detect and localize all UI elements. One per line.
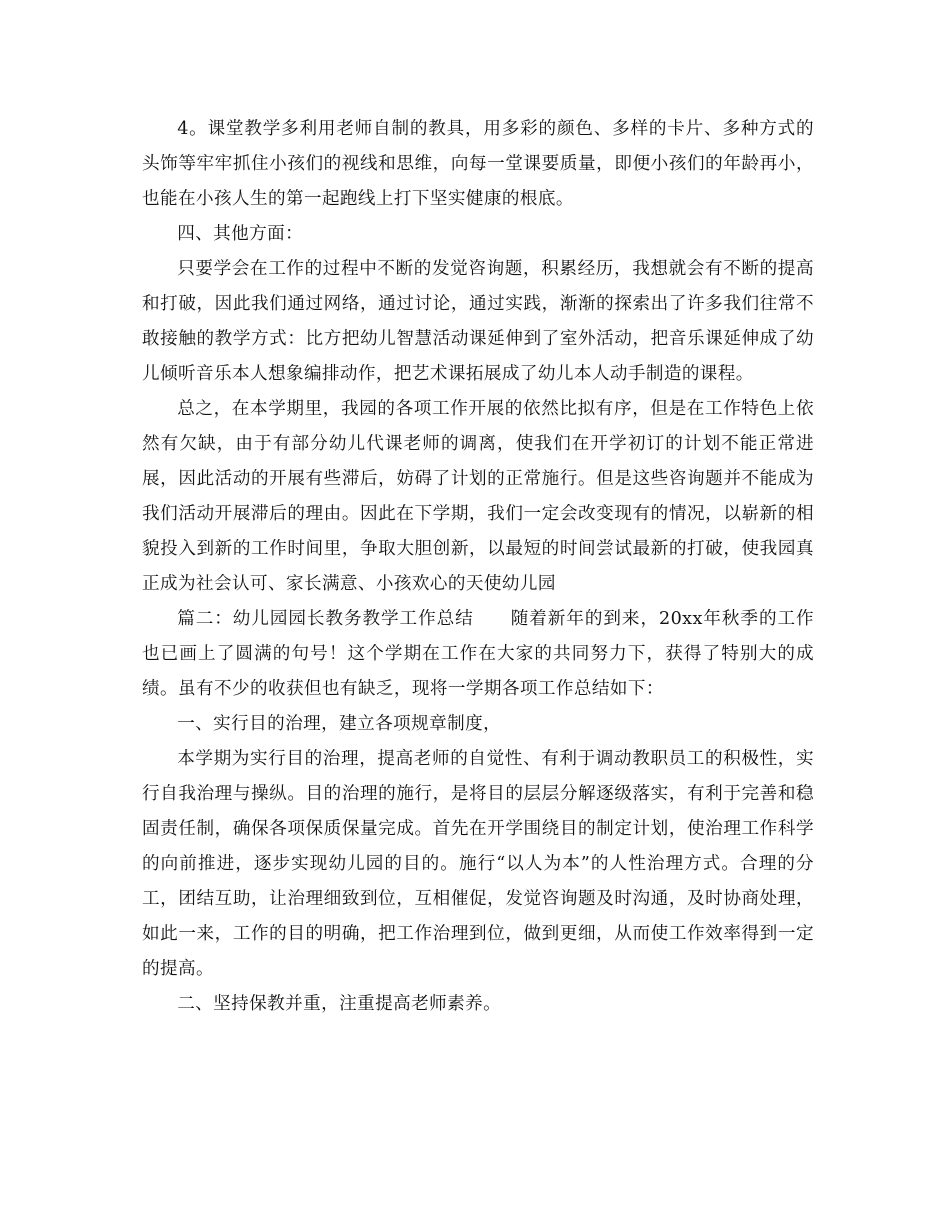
paragraph-part-two-intro: 篇二：幼儿园园长教务教学工作总结 随着新年的到来，20xx年秋季的工作也已画上了圆满的句号！这个学期在工作在大家的共同努力下，获得了特别大的成绩。虽有不少的收获但也有缺乏，现将一学期各项工作总结如下：	[142, 609, 814, 699]
paragraph-exploration: 只要学会在工作的过程中不断的发觉咨询题，积累经历，我想就会有不断的提高和打破，因此我们通过网络，通过讨论，通过实践，渐渐的探索出了许多我们往常不敢接触的教学方式：比方把幼儿智慧活动课延伸到了室外活动，把音乐课延伸成了幼儿倾听音乐本人想象编排动作，把艺术课拓展成了幼儿本人动手制造的课程。	[142, 259, 814, 384]
paragraph-summary: 总之，在本学期里，我园的各项工作开展的依然比拟有序，但是在工作特色上依然有欠缺，由于有部分幼儿代课老师的调离，使我们在开学初订的计划不能正常进展，因此活动的开展有些滞后，妨碍了计划的正常施行。但是这些咨询题并不能成为我们活动开展滞后的理由。因此在下学期，我们一定会改变现有的情况，以崭新的相貌投入到新的工作时间里，争取大胆创新，以最短的时间尝试最新的打破，使我园真正成为社会认可、家长满意、小孩欢心的天使幼儿园	[142, 399, 814, 594]
paragraph-teaching-aids: 4。课堂教学多利用老师自制的教具，用多彩的颜色、多样的卡片、多种方式的头饰等牢牢抓住小孩们的视线和思维，向每一堂课要质量，即便小孩们的年龄再小，也能在小孩人生的第一起跑线上打下坚实健康的根底。	[142, 119, 814, 209]
heading-other-aspects: 四、其他方面：	[177, 224, 304, 244]
heading-care-and-education: 二、坚持保教并重，注重提高老师素养。	[177, 994, 502, 1014]
heading-goal-management: 一、实行目的治理，建立各项规章制度，	[177, 714, 502, 734]
document-body	[142, 112, 814, 1022]
paragraph-goal-management: 本学期为实行目的治理，提高老师的自觉性、有利于调动教职员工的积极性，实行自我治理与操纵。目的治理的施行，是将目的层层分解逐级落实，有利于完善和稳固责任制，确保各项保质保量完成。首先在开学围绕目的制定计划，使治理工作科学的向前推进，逐步实现幼儿园的目的。施行“以人为本”的人性治理方式。合理的分工，团结互助，让治理细致到位，互相催促，发觉咨询题及时沟通，及时协商处理，如此一来，工作的目的明确，把工作治理到位，做到更细，从而使工作效率得到一定的提高。	[142, 749, 814, 979]
